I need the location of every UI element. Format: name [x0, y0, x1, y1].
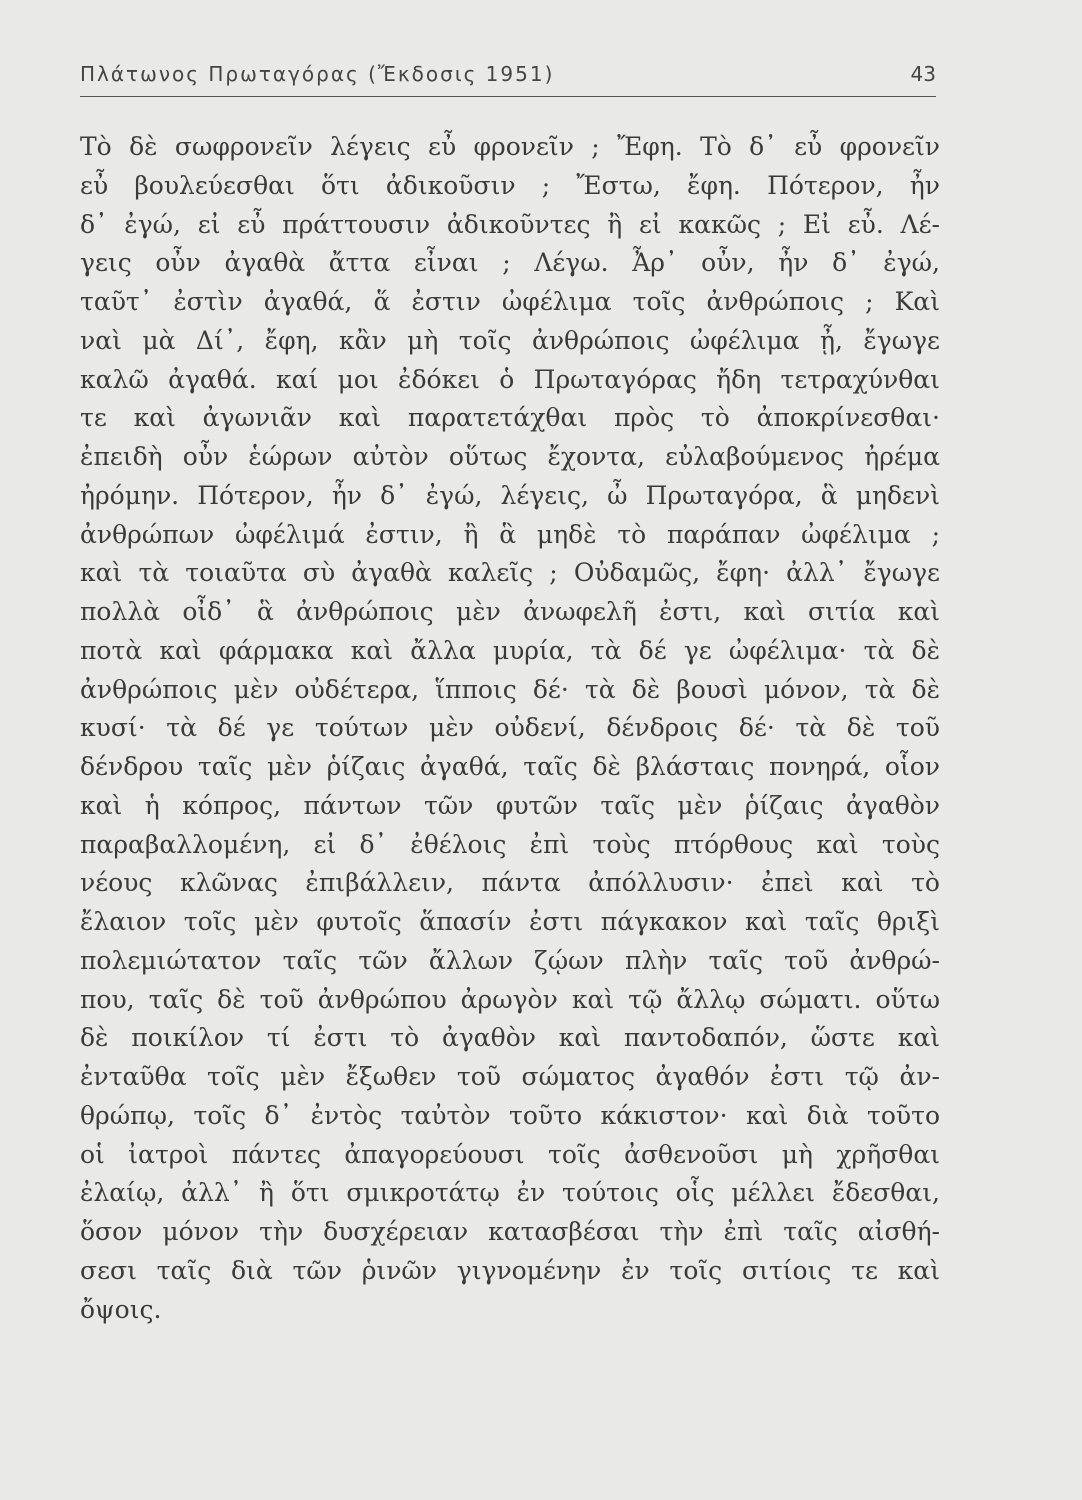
text-line: γεις οὖν ἀγαθὰ ἄττα εἶναι ; Λέγω. Ἆρ᾽ οὖν, ἦν δ᾽ ἐγώ,	[80, 248, 940, 278]
text-line: ποτὰ καὶ φάρμακα καὶ ἄλλα μυρία, τὰ δέ γε ὠφέλιμα· τὰ δὲ	[80, 635, 940, 665]
text-line: Τὸ δὲ σωφρονεῖν λέγεις εὖ φρονεῖν ; Ἔφη. Τὸ δ᾽ εὖ φρονεῖν	[80, 132, 940, 161]
text-line: ἐπειδὴ οὖν ἑώρων αὐτὸν οὕτως ἔχοντα, εὐλαβούμενος ἠρέμα	[80, 442, 940, 471]
text-line: ἔλαιον τοῖς μὲν φυτοῖς ἅπασίν ἐστι πάγκακον καὶ ταῖς θριξὶ	[80, 907, 940, 936]
body-text	[80, 128, 940, 1329]
text-line: δένδρου ταῖς μὲν ῥίζαις ἀγαθά, ταῖς δὲ βλάσταις πονηρά, οἷον	[80, 752, 940, 781]
text-line: δὲ ποικίλον τί ἐστι τὸ ἀγαθὸν καὶ παντοδαπόν, ὥστε καὶ	[80, 1023, 940, 1053]
text-line: τε καὶ ἀγωνιᾶν καὶ παρατετάχθαι πρὸς τὸ ἀποκρίνεσθαι·	[80, 403, 940, 433]
text-line: ταῦτ᾽ ἐστὶν ἀγαθά, ἅ ἐστιν ὠφέλιμα τοῖς ἀνθρώποις ; Καὶ	[80, 287, 940, 316]
text-line: εὖ βουλεύεσθαι ὅτι ἀδικοῦσιν ; Ἔστω, ἔφη. Πότερον, ἦν	[80, 170, 940, 200]
text-line: θρώπῳ, τοῖς δ᾽ ἐντὸς ταὐτὸν τοῦτο κάκιστον· καὶ διὰ τοῦτο	[80, 1100, 940, 1130]
text-line: παραβαλλομένη, εἰ δ᾽ ἐθέλοις ἐπὶ τοὺς πτόρθους καὶ τοὺς	[80, 829, 940, 859]
text-line: ἐλαίῳ, ἀλλ᾽ ἢ ὅτι σμικροτάτῳ ἐν τούτοις οἷς μέλλει ἔδεσθαι,	[80, 1178, 940, 1208]
text-line: ὅσον μόνον τὴν δυσχέρειαν κατασβέσαι τὴν ἐπὶ ταῖς αἰσθή-	[80, 1217, 940, 1246]
running-header	[80, 62, 936, 94]
text-line: καὶ ἡ κόπρος, πάντων τῶν φυτῶν ταῖς μὲν ῥίζαις ἀγαθὸν	[80, 790, 940, 820]
header-title: Πλάτωνος Πρωταγόρας (Ἔκδοσις 1951)	[80, 62, 555, 86]
text-line: σεσι ταῖς διὰ τῶν ῥινῶν γιγνομένην ἐν τοῖς σιτίοις τε καὶ	[80, 1255, 940, 1285]
text-line: ἀνθρώπων ὠφέλιμά ἐστιν, ἢ ἃ μηδὲ τὸ παράπαν ὠφέλιμα ;	[80, 519, 940, 549]
text-line: ἀνθρώποις μὲν οὐδέτερα, ἵπποις δέ· τὰ δὲ βουσὶ μόνον, τὰ δὲ	[80, 674, 940, 704]
text-line: νέους κλῶνας ἐπιβάλλειν, πάντα ἀπόλλυσιν· ἐπεὶ καὶ τὸ	[80, 868, 940, 898]
text-line: που, ταῖς δὲ τοῦ ἀνθρώπου ἀρωγὸν καὶ τῷ ἄλλῳ σώματι. οὕτω	[80, 984, 940, 1014]
text-line: ἠρόμην. Πότερον, ἦν δ᾽ ἐγώ, λέγεις, ὦ Πρωταγόρα, ἃ μηδενὶ	[80, 480, 940, 510]
text-line: καὶ τὰ τοιαῦτα σὺ ἀγαθὰ καλεῖς ; Οὐδαμῶς, ἔφη· ἀλλ᾽ ἔγωγε	[80, 558, 940, 588]
text-line: κυσί· τὰ δέ γε τούτων μὲν οὐδενί, δένδροις δέ· τὰ δὲ τοῦ	[80, 713, 940, 743]
text-line: ναὶ μὰ Δί᾽, ἔφη, κἂν μὴ τοῖς ἀνθρώποις ὠφέλιμα ᾖ, ἔγωγε	[80, 325, 940, 355]
text-line: πολεμιώτατον ταῖς τῶν ἄλλων ζῴων πλὴν ταῖς τοῦ ἀνθρώ-	[80, 945, 940, 975]
page-number: 43	[910, 62, 936, 86]
text-line: οἱ ἰατροὶ πάντες ἀπαγορεύουσι τοῖς ἀσθενοῦσι μὴ χρῆσθαι	[80, 1139, 940, 1169]
text-line: καλῶ ἀγαθά. καί μοι ἐδόκει ὁ Πρωταγόρας ἤδη τετραχύνθαι	[80, 364, 940, 394]
text-line: δ᾽ ἐγώ, εἰ εὖ πράττουσιν ἀδικοῦντες ἢ εἰ κακῶς ; Εἰ εὖ. Λέ-	[80, 209, 940, 239]
text-line: ἐνταῦθα τοῖς μὲν ἔξωθεν τοῦ σώματος ἀγαθόν ἐστι τῷ ἀν-	[80, 1062, 940, 1091]
text-line-last: ὄψοις.	[80, 1294, 162, 1324]
header-rule	[80, 96, 936, 97]
text-line: πολλὰ οἶδ᾽ ἃ ἀνθρώποις μὲν ἀνωφελῆ ἐστι, καὶ σιτία καὶ	[80, 597, 940, 626]
